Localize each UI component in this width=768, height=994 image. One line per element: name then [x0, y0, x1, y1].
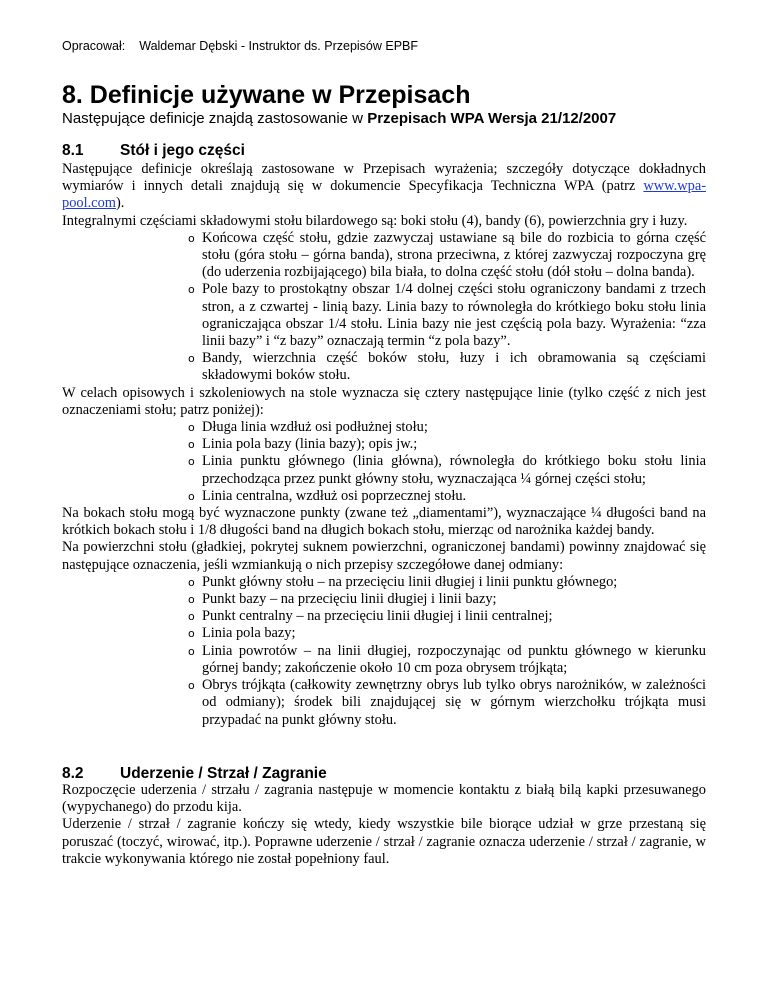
- circle-bullet-icon: o: [188, 627, 195, 641]
- circle-bullet-icon: o: [188, 489, 195, 503]
- paragraph: Na powierzchni stołu (gładkiej, pokrytej suknem powierzchni, ograniczonej bandami) powinny znajdować się następujące oznaczenia, jeśli wzmiankują o nich przepisy szczegółowe danej odmiany:: [62, 539, 706, 573]
- bullet-list: [62, 230, 706, 385]
- section-title: Stół i jego części: [120, 142, 245, 159]
- circle-bullet-icon: o: [188, 610, 195, 624]
- header-label: Opracował:: [62, 39, 126, 53]
- paragraph: W celach opisowych i szkoleniowych na stole wyznacza się cztery następujące linie (tylko część z nich jest oznaczeniami stołu; patrz poniżej):: [62, 384, 706, 418]
- list-item-text: Punkt centralny – na przecięciu linii długiej i linii centralnej;: [202, 608, 553, 625]
- list-item: [188, 608, 706, 625]
- paragraph: [62, 161, 706, 213]
- circle-bullet-icon: o: [188, 421, 195, 435]
- paragraph: Rozpoczęcie uderzenia / strzału / zagrania następuje w momencie kontaktu z białą bilą kapki przesuwanego (wypychanego) do przodu kija.: [62, 782, 706, 816]
- list-item: [188, 350, 706, 384]
- page-title: 8. Definicje używane w Przepisach: [62, 81, 471, 109]
- list-item: [188, 642, 706, 677]
- paragraph: Integralnymi częściami składowymi stołu bilardowego są: boki stołu (4), bandy (6), powierzchnia gry i łuzy.: [62, 212, 688, 229]
- circle-bullet-icon: o: [188, 283, 195, 297]
- section-number: 8.1: [62, 142, 84, 159]
- section-body-8-1: [62, 161, 706, 729]
- circle-bullet-icon: o: [188, 644, 195, 658]
- paragraph-text: ).: [115, 195, 125, 212]
- subtitle-prefix: Następujące definicje znajdą zastosowanie w: [62, 110, 368, 127]
- section-body-8-2: [62, 782, 706, 868]
- list-item-text: Linia centralna, wzdłuż osi poprzecznej stołu.: [202, 487, 467, 504]
- list-item: [188, 487, 706, 505]
- list-item-text: Punkt bazy – na przecięciu linii długiej i linii bazy;: [202, 591, 497, 608]
- paragraph: Na bokach stołu mogą być wyznaczone punkty (zwane też „diamentami”), wyznaczające ¼ długości band na krótkich bokach stołu i 1/8 długości band na długich bokach stołu, mierząc od narożnika każdej bandy.: [62, 505, 706, 539]
- section-heading-8-2: [62, 764, 327, 784]
- list-item-text: Bandy, wierzchnia część boków stołu, łuzy i ich obramowania są częściami składowymi boków stołu.: [202, 350, 706, 384]
- list-item-text: Długa linia wzdłuż osi podłużnej stołu;: [202, 419, 428, 436]
- page-subtitle: [62, 109, 616, 129]
- circle-bullet-icon: o: [188, 455, 195, 469]
- bullet-list: [62, 419, 706, 505]
- list-item-text: Pole bazy to prostokątny obszar 1/4 dolnej części stołu ograniczony bandami z trzech stron, a z czwartej - linią bazy. Linia bazy to równoległa do krótkiego boku stołu linia ograniczająca obszar 1/4 stołu. Linia bazy nie jest częścią pola bazy. Wyrażenia: “zza linii bazy” i “z bazy” oznaczają termin “z pola bazy”.: [202, 281, 706, 350]
- page-header: [62, 39, 418, 53]
- list-item-text: Końcowa część stołu, gdzie zazwyczaj ustawiane są bile do rozbicia to górna część stołu (góra stołu – górna banda), strona przeciwna, z której zazwyczaj rozpoczyna grę (do uderzenia rozbijającego) bila biała, to dolna część stołu (dół stołu – dolna banda).: [202, 229, 706, 281]
- list-item: [188, 281, 706, 350]
- list-item: [188, 453, 706, 487]
- list-item-text: Linia powrotów – na linii długiej, rozpoczynając od punktu głównego w kierunku górnej bandy; zakończenie około 10 cm poza obrysem trójkąta;: [202, 642, 706, 676]
- circle-bullet-icon: o: [188, 438, 195, 452]
- list-item-text: Obrys trójkąta (całkowity zewnętrzny obrys lub tylko obrys narożników, w zależności od odmiany); środek bili znajdującej się w górnym wierzchołku trójkąta musi przypadać na punkt główny stołu.: [202, 677, 706, 728]
- list-item: [188, 229, 706, 282]
- list-item: [188, 436, 706, 453]
- list-item-text: Linia pola bazy (linia bazy); opis jw.;: [202, 436, 418, 453]
- circle-bullet-icon: o: [188, 593, 195, 607]
- list-item: [188, 625, 706, 642]
- list-item: [188, 573, 706, 591]
- list-item: [188, 677, 706, 729]
- circle-bullet-icon: o: [188, 575, 195, 589]
- paragraph: Uderzenie / strzał / zagranie kończy się wtedy, kiedy wszystkie bile biorące udział w grze przestaną się poruszać (toczyć, wirować, itp.). Poprawne uderzenie / strzał / zagranie oznacza uderzenie / strzał / zagranie, w trakcie wykonywania którego nie został popełniony faul.: [62, 816, 706, 867]
- list-item: [188, 591, 706, 608]
- circle-bullet-icon: o: [188, 231, 195, 245]
- list-item-text: Punkt główny stołu – na przecięciu linii długiej i linii punktu głównego;: [202, 573, 618, 590]
- paragraph-text: Następujące definicje określają zastosowane w Przepisach wyrażenia; szczegóły dotyczące dokładnych wymiarów i innych detali znajdują się w dokumencie Specyfikacja Techniczna WPA (patrz: [62, 161, 706, 195]
- section-title: Uderzenie / Strzał / Zagranie: [120, 765, 327, 782]
- subtitle-bold: Przepisach WPA Wersja 21/12/2007: [367, 110, 617, 127]
- bullet-list: [62, 574, 706, 729]
- header-author: Waldemar Dębski - Instruktor ds. Przepisów EPBF: [139, 39, 419, 53]
- circle-bullet-icon: o: [188, 679, 195, 693]
- wpa-link[interactable]: www.wpa-pool.com: [62, 178, 706, 212]
- list-item-text: Linia punktu głównego (linia główna), równoległa do krótkiego boku stołu linia przechodząca przez punkt główny stołu, wyznaczająca ¼ górnej części stołu;: [202, 453, 706, 487]
- list-item: [188, 419, 706, 436]
- section-heading-8-1: [62, 141, 245, 161]
- circle-bullet-icon: o: [188, 352, 195, 366]
- section-number: 8.2: [62, 765, 84, 782]
- list-item-text: Linia pola bazy;: [202, 625, 296, 642]
